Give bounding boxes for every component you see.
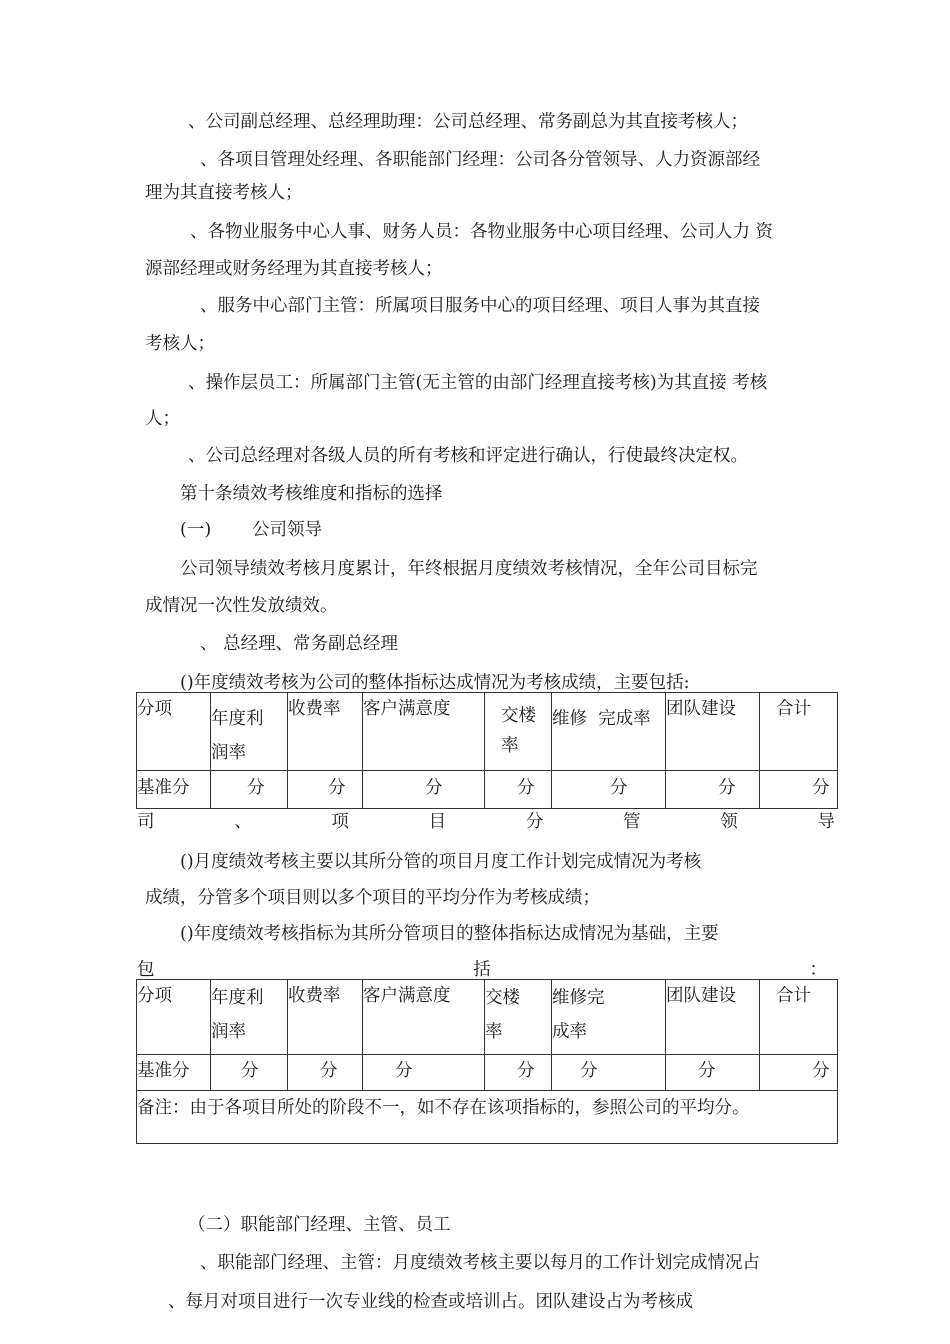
paragraph-line: 、每月对项目进行一次专业线的检查或培训占。团队建设占为考核成: [168, 1292, 693, 1312]
spread-char: 目: [428, 812, 447, 832]
paragraph-line: ()年度绩效考核为公司的整体指标达成情况为考核成绩，主要包括:: [180, 673, 690, 693]
paragraph-line: ()月度绩效考核主要以其所分管的项目月度工作计划完成情况为考核: [180, 852, 702, 872]
header-text: 维修完成率: [552, 988, 605, 1042]
header-cell: [552, 980, 666, 1055]
justified-line: [137, 810, 835, 834]
score-cell: 分: [363, 1055, 485, 1091]
table-row: [137, 1055, 838, 1091]
table-note-row: [137, 1091, 838, 1144]
score-cell: 分: [760, 771, 838, 809]
score-cell: 分: [552, 1055, 666, 1091]
paragraph-line: 源部经理或财务经理为其直接考核人；: [145, 259, 443, 279]
paragraph-line: 、职能部门经理、主管：月度绩效考核主要以每月的工作计划完成情况占: [200, 1253, 760, 1273]
table-header-row: [137, 980, 838, 1055]
paragraph-line: ()年度绩效考核指标为其所分管项目的整体指标达成情况为基础，主要: [180, 924, 719, 944]
score-cell: 分: [485, 1055, 552, 1091]
spread-char: 司: [137, 812, 155, 832]
header-cell: 客户满意度: [363, 980, 485, 1055]
header-cell: 收费率: [288, 693, 363, 771]
paragraph-line: 、各物业服务中心人事、财务人员：各物业服务中心项目经理、公司人力 资: [190, 222, 774, 242]
score-cell: 分: [211, 771, 288, 809]
paragraph-line: 、操作层员工：所属部门主管(无主管的由部门经理直接考核)为其直接 考核: [188, 373, 768, 393]
spread-char: 管: [623, 812, 641, 832]
header-cell: [211, 693, 288, 771]
header-cell: 客户满意度: [363, 693, 485, 771]
table-note: 备注：由于各项目所处的阶段不一，如不存在该项指标的，参照公司的平均分。: [137, 1091, 838, 1144]
header-cell: 团队建设: [666, 693, 760, 771]
row-label: 基准分: [137, 771, 211, 809]
header-cell: 合计: [760, 980, 838, 1055]
paragraph-line: 、服务中心部门主管：所属项目服务中心的项目经理、项目人事为其直接: [200, 296, 760, 316]
paragraph-line: 成绩，分管多个项目则以多个项目的平均分作为考核成绩；: [145, 888, 600, 908]
score-cell: 分: [760, 1055, 838, 1091]
header-cell: 收费率: [288, 980, 363, 1055]
header-cell: 分项: [137, 693, 211, 771]
score-cell: 分: [666, 1055, 760, 1091]
score-cell: 分: [288, 771, 363, 809]
paragraph-line: 成情况一次性发放绩效。: [145, 596, 338, 616]
spread-char: 包: [137, 960, 155, 980]
header-cell: [485, 693, 552, 771]
header-cell: 维修 完成率: [552, 693, 666, 771]
header-cell: 合计: [760, 693, 838, 771]
score-cell: 分: [211, 1055, 288, 1091]
header-text: 交楼率: [485, 988, 520, 1042]
header-text: 交楼率: [501, 706, 536, 756]
section-number: (一): [180, 520, 212, 540]
header-cell: [211, 980, 288, 1055]
table-header-row: [137, 693, 838, 771]
spread-char: 项: [331, 812, 349, 832]
score-cell: 分: [363, 771, 485, 809]
header-cell: 团队建设: [666, 980, 760, 1055]
paragraph-line: 理为其直接考核人；: [145, 183, 303, 203]
section-heading: （二）职能部门经理、主管、员工: [188, 1215, 451, 1235]
header-cell: 分项: [137, 980, 211, 1055]
header-cell: [485, 980, 552, 1055]
paragraph-line: 人；: [145, 409, 180, 429]
section-title: 公司领导: [252, 520, 322, 540]
score-cell: 分: [552, 771, 666, 809]
paragraph-line: 公司领导绩效考核月度累计，年终根据月度绩效考核情况，全年公司目标完: [180, 559, 758, 579]
assessment-table-2: [136, 979, 838, 1144]
spread-char: 分: [525, 812, 544, 832]
spread-char: 导: [817, 812, 835, 832]
row-label: 基准分: [137, 1055, 211, 1091]
subsection-title: 、 总经理、常务副总经理: [200, 634, 399, 654]
score-cell: 分: [666, 771, 760, 809]
paragraph-line: 、公司副总经理、总经理助理：公司总经理、常务副总为其直接考核人；: [188, 112, 748, 132]
spread-char: 领: [720, 812, 738, 832]
spread-char: 括: [473, 960, 491, 980]
paragraph-line: 、公司总经理对各级人员的所有考核和评定进行确认，行使最终决定权。: [188, 446, 748, 466]
score-cell: 分: [288, 1055, 363, 1091]
article-heading: 第十条绩效考核维度和指标的选择: [180, 484, 443, 504]
score-cell: 分: [485, 771, 552, 809]
paragraph-line: 、各项目管理处经理、各职能部门经理：公司各分管领导、人力资源部经: [200, 150, 760, 170]
table-row: [137, 771, 838, 809]
assessment-table-1: [136, 692, 838, 809]
header-text: 年度利润率: [211, 988, 264, 1042]
header-text: 年度利润率: [211, 709, 264, 763]
paragraph-line: 考核人；: [145, 334, 215, 354]
spread-char: ：: [809, 960, 827, 980]
spread-char: 、: [234, 812, 252, 832]
